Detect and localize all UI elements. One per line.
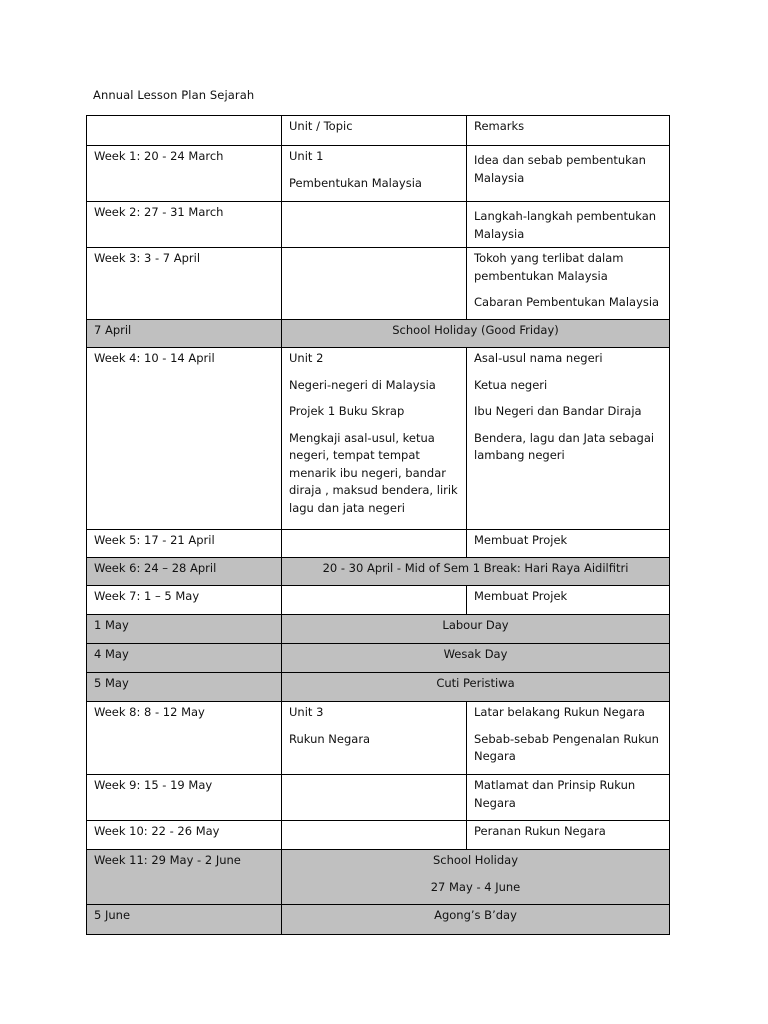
unit-topic-cell bbox=[282, 586, 467, 615]
week-cell: Week 11: 29 May - 2 June bbox=[87, 850, 282, 905]
week-cell: 5 June bbox=[87, 905, 282, 935]
holiday-label: 20 - 30 April - Mid of Sem 1 Break: Hari Raya Aidilfitri bbox=[322, 561, 629, 575]
table-row bbox=[87, 320, 670, 348]
remarks-cell bbox=[467, 530, 670, 558]
remarks-cell bbox=[467, 248, 670, 320]
remarks-cell bbox=[467, 821, 670, 850]
unit-topic-cell bbox=[282, 702, 467, 775]
table-row bbox=[87, 615, 670, 644]
week-cell: Week 3: 3 - 7 April bbox=[87, 248, 282, 320]
cell-paragraph: Unit 2 bbox=[289, 351, 324, 365]
cell-paragraph: Ibu Negeri dan Bandar Diraja bbox=[474, 404, 642, 418]
table-header-row bbox=[87, 116, 670, 146]
week-cell: Week 1: 20 - 24 March bbox=[87, 146, 282, 202]
holiday-dates: 27 May - 4 June bbox=[430, 879, 521, 894]
table-row bbox=[87, 348, 670, 530]
holiday-label: School Holiday bbox=[432, 853, 519, 867]
cell-paragraph: Unit 1 bbox=[289, 149, 324, 163]
remarks-cell bbox=[467, 202, 670, 248]
cell-paragraph: Asal-usul nama negeri bbox=[474, 351, 603, 365]
cell-paragraph: Membuat Projek bbox=[474, 533, 568, 547]
table-row bbox=[87, 146, 670, 202]
table-row bbox=[87, 850, 670, 905]
holiday-cell bbox=[282, 615, 670, 644]
table-row bbox=[87, 558, 670, 586]
table-row bbox=[87, 202, 670, 248]
unit-topic-cell bbox=[282, 775, 467, 821]
cell-paragraph: Matlamat dan Prinsip Rukun Negara bbox=[474, 778, 636, 810]
holiday-label: Wesak Day bbox=[443, 647, 508, 661]
header-week bbox=[87, 116, 282, 146]
table-row bbox=[87, 644, 670, 673]
unit-topic-cell bbox=[282, 146, 467, 202]
table-row bbox=[87, 248, 670, 320]
week-cell: Week 4: 10 - 14 April bbox=[87, 348, 282, 530]
unit-topic-cell bbox=[282, 248, 467, 320]
holiday-cell bbox=[282, 558, 670, 586]
cell-paragraph: Idea dan sebab pembentukan Malaysia bbox=[474, 153, 646, 185]
table-row bbox=[87, 775, 670, 821]
cell-paragraph: Cabaran Pembentukan Malaysia bbox=[474, 295, 660, 309]
cell-paragraph: Latar belakang Rukun Negara bbox=[474, 705, 645, 719]
holiday-cell bbox=[282, 905, 670, 935]
table-row bbox=[87, 530, 670, 558]
table-row bbox=[87, 673, 670, 702]
header-remarks: Remarks bbox=[467, 116, 670, 146]
holiday-cell bbox=[282, 320, 670, 348]
week-cell: Week 6: 24 – 28 April bbox=[87, 558, 282, 586]
page-title: Annual Lesson Plan Sejarah bbox=[93, 88, 255, 102]
cell-paragraph: Tokoh yang terlibat dalam pembentukan Malaysia bbox=[474, 251, 624, 283]
cell-paragraph: Bendera, lagu dan Jata sebagai lambang negeri bbox=[474, 430, 655, 462]
remarks-cell bbox=[467, 702, 670, 775]
cell-paragraph: Peranan Rukun Negara bbox=[474, 824, 606, 838]
holiday-label: Agong’s B’day bbox=[434, 908, 517, 922]
table-row bbox=[87, 905, 670, 935]
holiday-cell bbox=[282, 850, 670, 905]
week-cell: Week 7: 1 – 5 May bbox=[87, 586, 282, 615]
cell-paragraph: Negeri-negeri di Malaysia bbox=[289, 377, 436, 392]
remarks-cell bbox=[467, 775, 670, 821]
cell-paragraph: Projek 1 Buku Skrap bbox=[289, 404, 405, 418]
cell-paragraph: Ketua negeri bbox=[474, 377, 548, 392]
unit-topic-cell bbox=[282, 821, 467, 850]
table-row bbox=[87, 702, 670, 775]
week-cell: 4 May bbox=[87, 644, 282, 673]
week-cell: 1 May bbox=[87, 615, 282, 644]
cell-paragraph: Unit 3 bbox=[289, 705, 324, 719]
remarks-cell bbox=[467, 348, 670, 530]
week-cell: Week 2: 27 - 31 March bbox=[87, 202, 282, 248]
holiday-label: Labour Day bbox=[442, 618, 509, 632]
cell-paragraph: Sebab-sebab Pengenalan Rukun Negara bbox=[474, 731, 659, 763]
holiday-cell bbox=[282, 673, 670, 702]
unit-topic-cell bbox=[282, 202, 467, 248]
cell-paragraph: Pembentukan Malaysia bbox=[289, 175, 422, 190]
unit-topic-cell bbox=[282, 348, 467, 530]
cell-paragraph: Mengkaji asal-usul, ketua negeri, tempat tempat menarik ibu negeri, bandar diraja , maksud bendera, lirik lagu dan jata negeri bbox=[289, 430, 458, 515]
remarks-cell bbox=[467, 586, 670, 615]
cell-paragraph: Membuat Projek bbox=[474, 589, 568, 603]
week-cell: Week 9: 15 - 19 May bbox=[87, 775, 282, 821]
remarks-cell bbox=[467, 146, 670, 202]
holiday-label: Cuti Peristiwa bbox=[436, 676, 515, 690]
unit-topic-cell bbox=[282, 530, 467, 558]
week-cell: Week 5: 17 - 21 April bbox=[87, 530, 282, 558]
lesson-plan-table bbox=[86, 115, 670, 935]
week-cell: Week 10: 22 - 26 May bbox=[87, 821, 282, 850]
week-cell: 5 May bbox=[87, 673, 282, 702]
header-unit-topic: Unit / Topic bbox=[282, 116, 467, 146]
week-cell: Week 8: 8 - 12 May bbox=[87, 702, 282, 775]
holiday-cell bbox=[282, 644, 670, 673]
cell-paragraph: Rukun Negara bbox=[289, 731, 371, 746]
week-cell: 7 April bbox=[87, 320, 282, 348]
table-row bbox=[87, 586, 670, 615]
holiday-label: School Holiday (Good Friday) bbox=[392, 323, 559, 337]
cell-paragraph: Langkah-langkah pembentukan Malaysia bbox=[474, 209, 657, 241]
table-row bbox=[87, 821, 670, 850]
